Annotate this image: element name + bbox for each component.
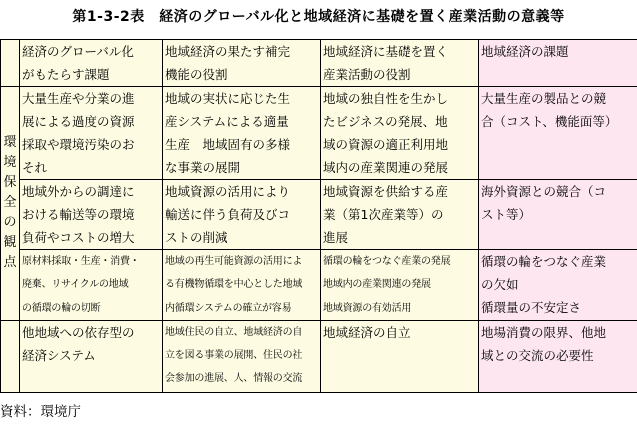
table-cell: 地域外からの調達に おける輸送等の環境 負荷やコストの増大 [20, 180, 163, 250]
issues-table [0, 39, 637, 393]
source-note: 資料：環境庁 [0, 404, 81, 420]
corner-cell [1, 40, 20, 87]
table-cell: 他地域への依存型の 経済システム [20, 320, 163, 392]
table-cell: 循環の輪をつなぐ産業の発展 地域内の産業関連の発展 地域資源の有効活用 [321, 250, 479, 321]
table-cell: 地場消費の限界、他地 域との交流の必要性 [479, 320, 637, 392]
table-title: 第1-3-2表 経済のグローバル化と地域経済に基礎を置く産業活動の意義等 [72, 9, 565, 25]
table-row [1, 87, 637, 180]
table-row [1, 180, 637, 250]
side-label-environment: 環 境 保 全 の 観 点 [1, 87, 20, 321]
table-cell: 地域資源の活用により 輸送に伴う負荷及びコ ストの削減 [163, 180, 321, 250]
table-cell: 地域住民の自立、地域経済の自 立を図る事業の展開、住民の社 会参加の進展、人、情報の交流 [163, 320, 321, 392]
header-row [1, 40, 637, 87]
header-globalization-issues: 経済のグローバル化 がもたらす課題 [20, 40, 163, 87]
table-cell: 大量生産の製品との競 合（コスト、機能面等） [479, 87, 637, 180]
empty-side-cell [1, 320, 20, 392]
table-cell: 原材料採取・生産・消費・ 廃棄、リサイクルの地域 の循環の輪の切断 [20, 250, 163, 321]
table-cell: 地域の実状に応じた生 産システムによる適量 生産 地域固有の多様 な事業の展開 [163, 87, 321, 180]
table-cell: 大量生産や分業の進 展による過度の資源 採取や環境汚染のお それ [20, 87, 163, 180]
table-cell: 海外資源との競合（コ スト等） [479, 180, 637, 250]
table-cell: 循環の輪をつなぐ産業 の欠如 循環量の不安定さ [479, 250, 637, 321]
table-cell: 地域資源を供給する産 業（第1次産業等）の 進展 [321, 180, 479, 250]
header-industry-role: 地域経済に基礎を置く 産業活動の役割 [321, 40, 479, 87]
table-row [1, 320, 637, 392]
table-cell: 地域の再生可能資源の活用によ る有機物循環を中心とした地域 内循環システムの確立が容易 [163, 250, 321, 321]
table-container [0, 39, 637, 397]
table-cell: 地域の独自性を生かし たビジネスの発展、地 域の資源の適正利用地 域内の産業関連の発展 [321, 87, 479, 180]
header-regional-issues: 地域経済の課題 [479, 40, 637, 87]
table-cell: 地域経済の自立 [321, 320, 479, 392]
table-row [1, 250, 637, 321]
header-complementary-role: 地域経済の果たす補完 機能の役割 [163, 40, 321, 87]
